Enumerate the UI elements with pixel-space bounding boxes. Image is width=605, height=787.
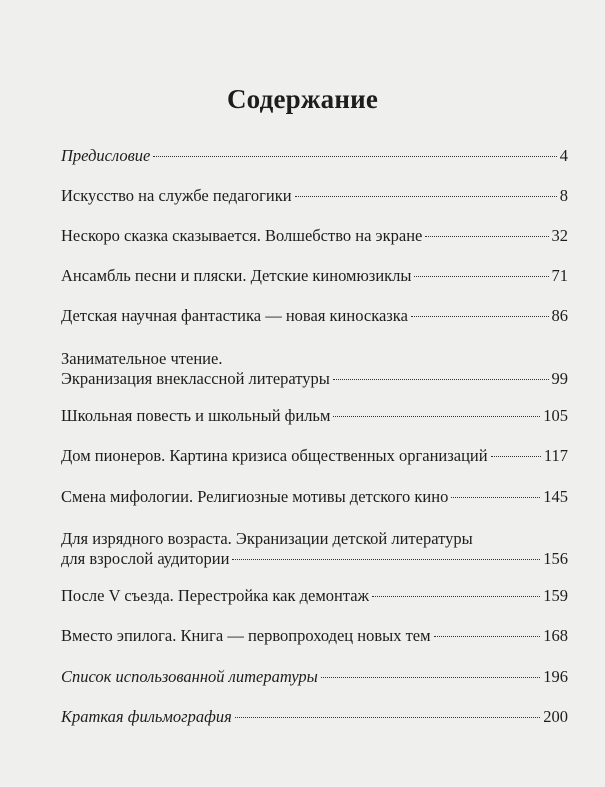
toc-entry bbox=[61, 186, 568, 206]
toc-page-number: 168 bbox=[543, 626, 568, 645]
toc-entry-row bbox=[61, 586, 568, 606]
toc-page-number: 8 bbox=[559, 186, 568, 205]
dot-leader bbox=[425, 236, 548, 237]
toc-entry-title: Краткая фильмография bbox=[61, 707, 232, 726]
toc-entry bbox=[61, 446, 568, 466]
toc-entry-row bbox=[61, 626, 568, 646]
toc-entry bbox=[61, 707, 568, 727]
toc-entry-title: Детская научная фантастика — новая киносказка bbox=[61, 306, 408, 325]
toc-entry bbox=[61, 146, 568, 166]
toc-entry bbox=[61, 266, 568, 286]
toc-page-number: 117 bbox=[543, 446, 568, 465]
toc-entry-title: Школьная повесть и школьный фильм bbox=[61, 406, 331, 425]
toc-entry-row bbox=[61, 549, 568, 569]
toc-entry-title: Дом пионеров. Картина кризиса общественных организаций bbox=[61, 446, 488, 465]
toc-page-number: 159 bbox=[543, 586, 568, 605]
toc-entry-row bbox=[61, 667, 568, 687]
toc-entry bbox=[61, 349, 568, 389]
dot-leader bbox=[333, 416, 540, 417]
toc-page-number: 200 bbox=[543, 707, 568, 726]
toc-page-number: 145 bbox=[543, 487, 568, 506]
dot-leader bbox=[414, 276, 548, 277]
toc-page-number: 156 bbox=[543, 549, 568, 568]
toc-entry-title: После V съезда. Перестройка как демонтаж bbox=[61, 586, 370, 605]
dot-leader bbox=[321, 677, 540, 678]
toc-page-number: 86 bbox=[551, 306, 568, 325]
toc-entry-row bbox=[61, 446, 568, 466]
dot-leader bbox=[411, 316, 549, 317]
toc-entry-title: Предисловие bbox=[61, 146, 151, 165]
toc-entry-title: Нескоро сказка сказывается. Волшебство на экране bbox=[61, 226, 423, 245]
toc-entry bbox=[61, 529, 568, 569]
toc-page-number: 196 bbox=[543, 667, 568, 686]
toc-page-number: 99 bbox=[551, 369, 568, 388]
toc-entry-row bbox=[61, 226, 568, 246]
toc-entry-title-line: Занимательное чтение. bbox=[61, 349, 223, 368]
dot-leader bbox=[451, 497, 540, 498]
dot-leader bbox=[295, 196, 557, 197]
toc-entry bbox=[61, 406, 568, 426]
toc-entry bbox=[61, 487, 568, 507]
toc-entry-title: для взрослой аудитории bbox=[61, 549, 230, 568]
toc-entry bbox=[61, 226, 568, 246]
toc-entry-row bbox=[61, 487, 568, 507]
dot-leader bbox=[232, 559, 540, 560]
toc-entry-title-line: Для изрядного возраста. Экранизации детской литературы bbox=[61, 529, 473, 548]
toc-entry-row bbox=[61, 146, 568, 166]
toc-entry bbox=[61, 586, 568, 606]
toc-page-number: 71 bbox=[551, 266, 568, 285]
toc-entry-title: Вместо эпилога. Книга — первопроходец новых тем bbox=[61, 626, 431, 645]
toc-page-number: 105 bbox=[543, 406, 568, 425]
toc-entry-row bbox=[61, 266, 568, 286]
toc-entry-title: Экранизация внеклассной литературы bbox=[61, 369, 330, 388]
toc-entry bbox=[61, 667, 568, 687]
toc-entry-row bbox=[61, 306, 568, 326]
toc-entry-title: Искусство на службе педагогики bbox=[61, 186, 292, 205]
toc-entry-title: Список использованной литературы bbox=[61, 667, 318, 686]
toc-page-number: 32 bbox=[551, 226, 568, 245]
page-title: Содержание bbox=[226, 84, 379, 114]
toc-entry bbox=[61, 306, 568, 326]
toc-entry-title: Смена мифологии. Религиозные мотивы детского кино bbox=[61, 487, 449, 506]
dot-leader bbox=[235, 717, 541, 718]
dot-leader bbox=[434, 636, 541, 637]
toc-entry bbox=[61, 626, 568, 646]
toc-page-number: 4 bbox=[559, 146, 568, 165]
toc-entry-row bbox=[61, 707, 568, 727]
dot-leader bbox=[333, 379, 549, 380]
dot-leader bbox=[372, 596, 540, 597]
toc-entry-row bbox=[61, 369, 568, 389]
toc-entry-title: Ансамбль песни и пляски. Детские киномюзиклы bbox=[61, 266, 412, 285]
dot-leader bbox=[491, 456, 541, 457]
toc-entry-row bbox=[61, 186, 568, 206]
toc-entry-row bbox=[61, 406, 568, 426]
dot-leader bbox=[153, 156, 556, 157]
